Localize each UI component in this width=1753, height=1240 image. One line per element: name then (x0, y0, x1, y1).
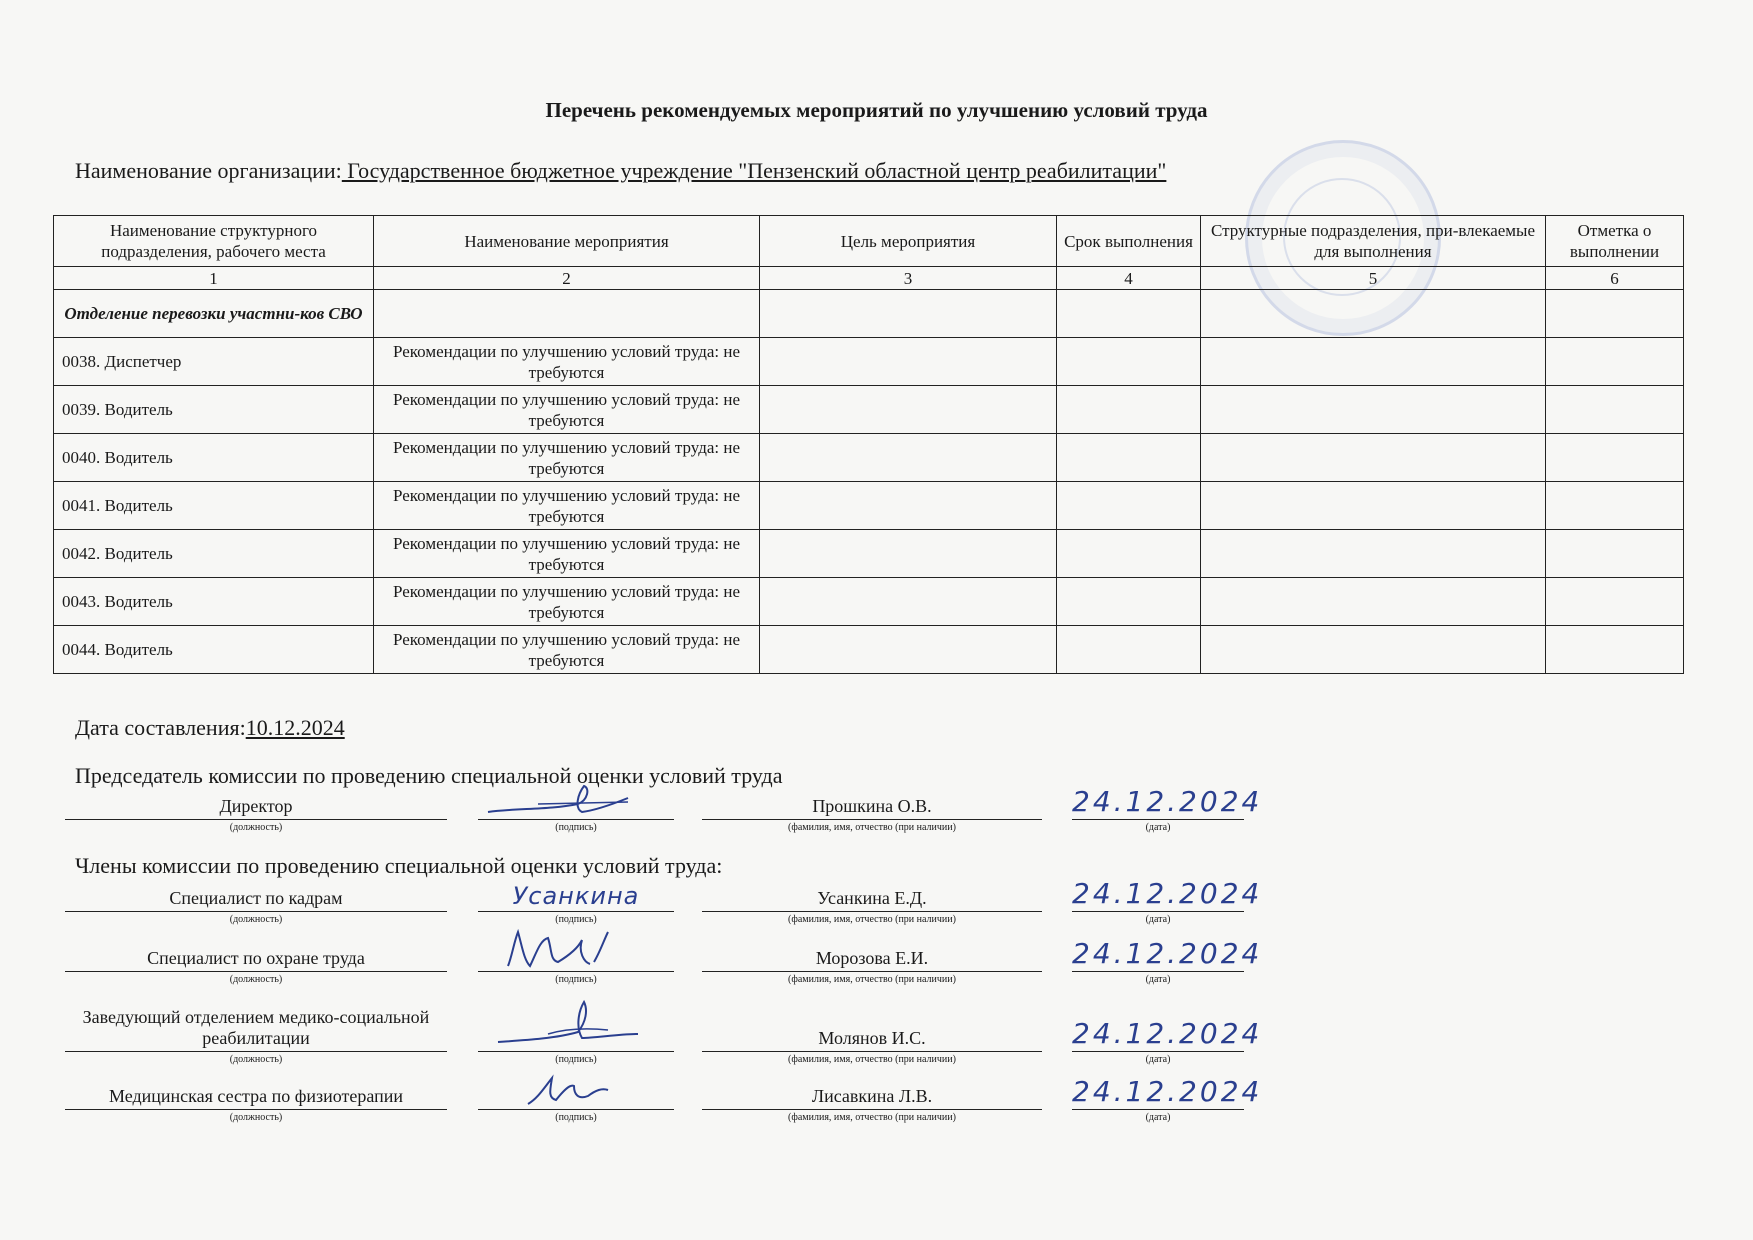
chair-date-field (1072, 785, 1263, 833)
header-completion: Отметка о выполнении (1546, 216, 1684, 267)
caption-position: (должность) (229, 974, 283, 985)
cell-measure: Рекомендации по улучшению условий труда: не требуются (374, 482, 760, 530)
empty-cell (1546, 434, 1684, 482)
empty-cell (1057, 578, 1201, 626)
table-header-row (54, 216, 1684, 267)
column-number: 6 (1546, 267, 1684, 290)
cell-measure: Рекомендации по улучшению условий труда: не требуются (374, 626, 760, 674)
caption-position: (должность) (229, 822, 283, 833)
chair-heading: Председатель комиссии по проведению специальной оценки условий труда (75, 763, 783, 788)
empty-cell (1057, 290, 1201, 338)
caption-signature: (подпись) (555, 822, 597, 833)
caption-name: (фамилия, имя, отчество (при наличии) (788, 974, 956, 985)
chair-name-field (702, 790, 1042, 833)
member-signature-field (478, 942, 674, 985)
empty-cell (1057, 626, 1201, 674)
member-name-field (702, 1000, 1042, 1065)
member-signature-row (0, 937, 1753, 985)
caption-position: (должность) (229, 1054, 283, 1065)
empty-cell (1201, 338, 1546, 386)
empty-cell (1546, 578, 1684, 626)
empty-cell (1201, 386, 1546, 434)
empty-cell (1546, 482, 1684, 530)
empty-cell (1057, 434, 1201, 482)
member-date: 24.12.2024 (1072, 1017, 1263, 1050)
member-name: Усанкина Е.Д. (817, 888, 927, 908)
compile-date-line (75, 715, 345, 741)
empty-cell (760, 386, 1057, 434)
chair-position: Директор (219, 796, 293, 816)
caption-name: (фамилия, имя, отчество (при наличии) (788, 914, 956, 925)
member-signature-field (478, 1000, 674, 1065)
members-heading: Члены комиссии по проведению специальной оценки условий труда: (75, 853, 723, 878)
column-number: 2 (374, 267, 760, 290)
empty-cell (760, 434, 1057, 482)
header-place: Наименование структурного подразделения, рабочего места (54, 216, 374, 267)
handwritten-signature (478, 1068, 674, 1108)
caption-signature: (подпись) (555, 1054, 597, 1065)
empty-cell (1201, 482, 1546, 530)
empty-cell (1057, 338, 1201, 386)
handwritten-signature (478, 782, 674, 818)
caption-name: (фамилия, имя, отчество (при наличии) (788, 1112, 956, 1123)
empty-cell (1546, 530, 1684, 578)
empty-cell (1201, 290, 1546, 338)
member-position: Заведующий отделением медико-социальной реабилитации (82, 1007, 430, 1048)
table-row (54, 434, 1684, 482)
cell-measure: Рекомендации по улучшению условий труда: не требуются (374, 338, 760, 386)
compile-date-value: 10.12.2024 (245, 715, 345, 740)
handwritten-signature (478, 998, 674, 1050)
cell-place: 0038. Диспетчер (54, 338, 374, 386)
member-name-field (702, 1080, 1042, 1123)
chair-date: 24.12.2024 (1072, 785, 1263, 818)
empty-cell (1201, 626, 1546, 674)
cell-measure: Рекомендации по улучшению условий труда: не требуются (374, 578, 760, 626)
measures-table (53, 215, 1684, 674)
column-number: 1 (54, 267, 374, 290)
empty-cell (760, 626, 1057, 674)
empty-cell (1201, 434, 1546, 482)
caption-name: (фамилия, имя, отчество (при наличии) (788, 822, 956, 833)
organization-line (75, 158, 1166, 184)
member-date-field (1072, 877, 1263, 925)
caption-date: (дата) (1145, 914, 1171, 925)
member-position-field (65, 882, 447, 925)
document-title: Перечень рекомендуемых мероприятий по улучшению условий труда (545, 98, 1208, 122)
empty-cell (1546, 290, 1684, 338)
member-signature-field (478, 1080, 674, 1123)
empty-cell (1201, 530, 1546, 578)
member-signature-row (0, 877, 1753, 925)
caption-position: (должность) (229, 1112, 283, 1123)
empty-cell (760, 338, 1057, 386)
member-name: Лисавкина Л.В. (811, 1086, 933, 1106)
empty-cell (1546, 338, 1684, 386)
empty-cell (374, 290, 760, 338)
handwritten-signature: Усанкина (512, 882, 640, 910)
caption-position: (должность) (229, 914, 283, 925)
member-date: 24.12.2024 (1072, 937, 1263, 970)
header-deadline: Срок выполнения (1057, 216, 1201, 267)
cell-place: 0044. Водитель (54, 626, 374, 674)
member-name: Молянов И.С. (818, 1028, 926, 1048)
table-number-row (54, 267, 1684, 290)
column-number: 4 (1057, 267, 1201, 290)
header-measure: Наименование мероприятия (374, 216, 760, 267)
chair-signature-row (0, 785, 1753, 833)
empty-cell (760, 530, 1057, 578)
cell-place: 0041. Водитель (54, 482, 374, 530)
empty-cell (760, 482, 1057, 530)
member-position: Специалист по кадрам (169, 888, 343, 908)
caption-date: (дата) (1145, 1054, 1171, 1065)
member-position: Специалист по охране труда (147, 948, 365, 968)
organization-label: Наименование организации: (75, 158, 342, 183)
chair-name: Прошкина О.В. (812, 796, 932, 816)
cell-place: 0039. Водитель (54, 386, 374, 434)
header-goal: Цель мероприятия (760, 216, 1057, 267)
cell-place: 0043. Водитель (54, 578, 374, 626)
chair-position-field (65, 790, 447, 833)
empty-cell (1057, 530, 1201, 578)
caption-signature: (подпись) (555, 974, 597, 985)
caption-date: (дата) (1145, 974, 1171, 985)
table-row (54, 530, 1684, 578)
caption-signature: (подпись) (555, 914, 597, 925)
caption-signature: (подпись) (555, 1112, 597, 1123)
handwritten-signature (478, 926, 674, 970)
empty-cell (760, 290, 1057, 338)
table-row (54, 626, 1684, 674)
cell-place: 0042. Водитель (54, 530, 374, 578)
caption-date: (дата) (1145, 1112, 1171, 1123)
empty-cell (1201, 578, 1546, 626)
member-position-field (65, 1000, 447, 1065)
cell-measure: Рекомендации по улучшению условий труда: не требуются (374, 434, 760, 482)
empty-cell (1546, 386, 1684, 434)
column-number: 5 (1201, 267, 1546, 290)
member-name-field (702, 942, 1042, 985)
empty-cell (1546, 626, 1684, 674)
member-signature-row (0, 1075, 1753, 1123)
empty-cell (1057, 482, 1201, 530)
section-title: Отделение перевозки участни-ков СВО (54, 290, 374, 338)
cell-measure: Рекомендации по улучшению условий труда: не требуются (374, 530, 760, 578)
member-signature-row (0, 1000, 1753, 1065)
table-row (54, 338, 1684, 386)
empty-cell (760, 578, 1057, 626)
compile-date-label: Дата составления: (75, 715, 246, 740)
chair-signature-field (478, 790, 674, 833)
table-row (54, 386, 1684, 434)
member-date-field (1072, 1000, 1263, 1065)
cell-measure: Рекомендации по улучшению условий труда: не требуются (374, 386, 760, 434)
organization-name: Государственное бюджетное учреждение "Пензенский областной центр реабилитации" (341, 158, 1167, 183)
member-signature-field (478, 882, 674, 925)
caption-name: (фамилия, имя, отчество (при наличии) (788, 1054, 956, 1065)
cell-place: 0040. Водитель (54, 434, 374, 482)
member-position-field (65, 1080, 447, 1123)
member-date: 24.12.2024 (1072, 1075, 1263, 1108)
table-row (54, 482, 1684, 530)
member-position: Медицинская сестра по физиотерапии (108, 1086, 404, 1106)
member-date-field (1072, 1075, 1263, 1123)
empty-cell (1057, 386, 1201, 434)
member-name-field (702, 882, 1042, 925)
caption-date: (дата) (1145, 822, 1171, 833)
member-date-field (1072, 937, 1263, 985)
section-row (54, 290, 1684, 338)
member-date: 24.12.2024 (1072, 877, 1263, 910)
member-position-field (65, 942, 447, 985)
table-row (54, 578, 1684, 626)
header-departments: Структурные подразделения, при-влекаемые для выполнения (1201, 216, 1546, 267)
member-name: Морозова Е.И. (815, 948, 929, 968)
column-number: 3 (760, 267, 1057, 290)
